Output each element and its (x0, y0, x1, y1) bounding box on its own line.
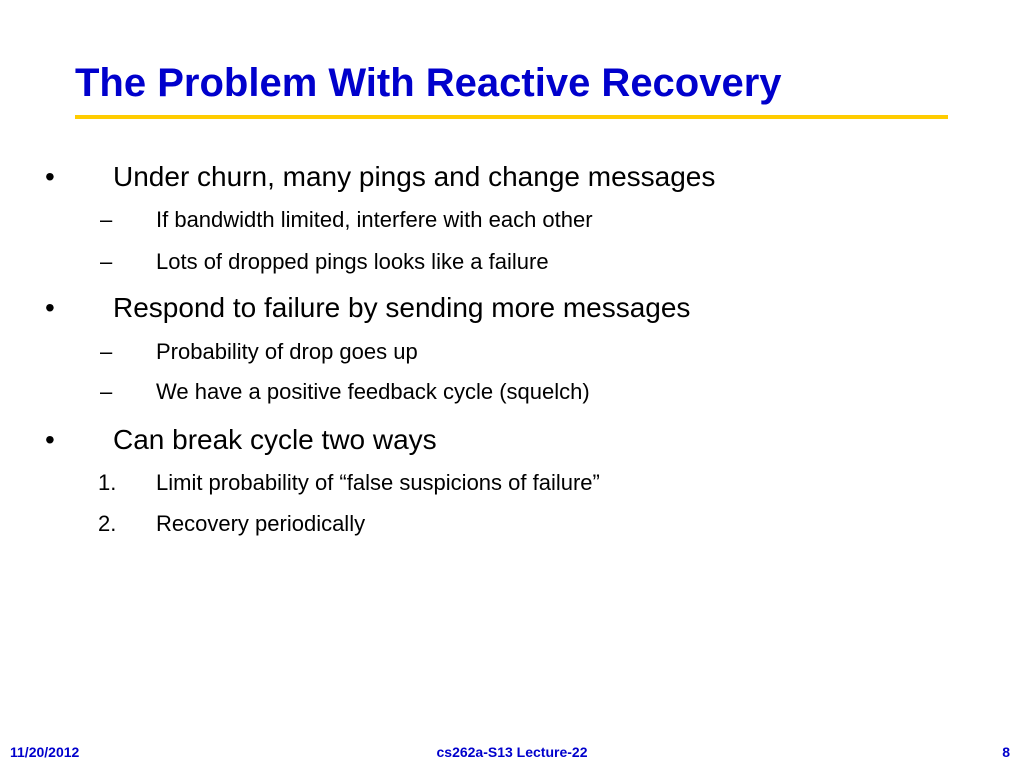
sub-bullet-text: If bandwidth limited, interfere with each other (156, 207, 593, 232)
sub-bullet-marker: – (100, 379, 113, 404)
bullet-text: Respond to failure by sending more messages (113, 292, 691, 323)
bullet-marker: • (45, 424, 55, 455)
number-marker: 2. (98, 511, 117, 536)
sub-bullet-text: Probability of drop goes up (156, 339, 418, 364)
page-number: 8 (1002, 744, 1010, 760)
sub-bullet-marker: – (100, 249, 113, 274)
sub-bullet-marker: – (100, 207, 113, 232)
sub-bullet-text: Lots of dropped pings looks like a failure (156, 249, 549, 274)
title-underline (75, 115, 948, 119)
numbered-text: Recovery periodically (156, 511, 366, 536)
number-marker: 1. (98, 470, 117, 495)
bullet-text: Can break cycle two ways (113, 424, 437, 455)
sub-bullet-marker: – (100, 339, 113, 364)
sub-bullet-text: We have a positive feedback cycle (squelch) (156, 379, 590, 404)
numbered-text: Limit probability of “false suspicions of failure” (156, 470, 600, 495)
footer-course: cs262a-S13 Lecture-22 (436, 744, 588, 760)
bullet-text: Under churn, many pings and change messages (113, 161, 716, 192)
bullet-marker: • (45, 292, 55, 323)
bullet-marker: • (45, 161, 55, 192)
slide-title: The Problem With Reactive Recovery (75, 61, 782, 105)
footer-date: 11/20/2012 (10, 744, 80, 760)
